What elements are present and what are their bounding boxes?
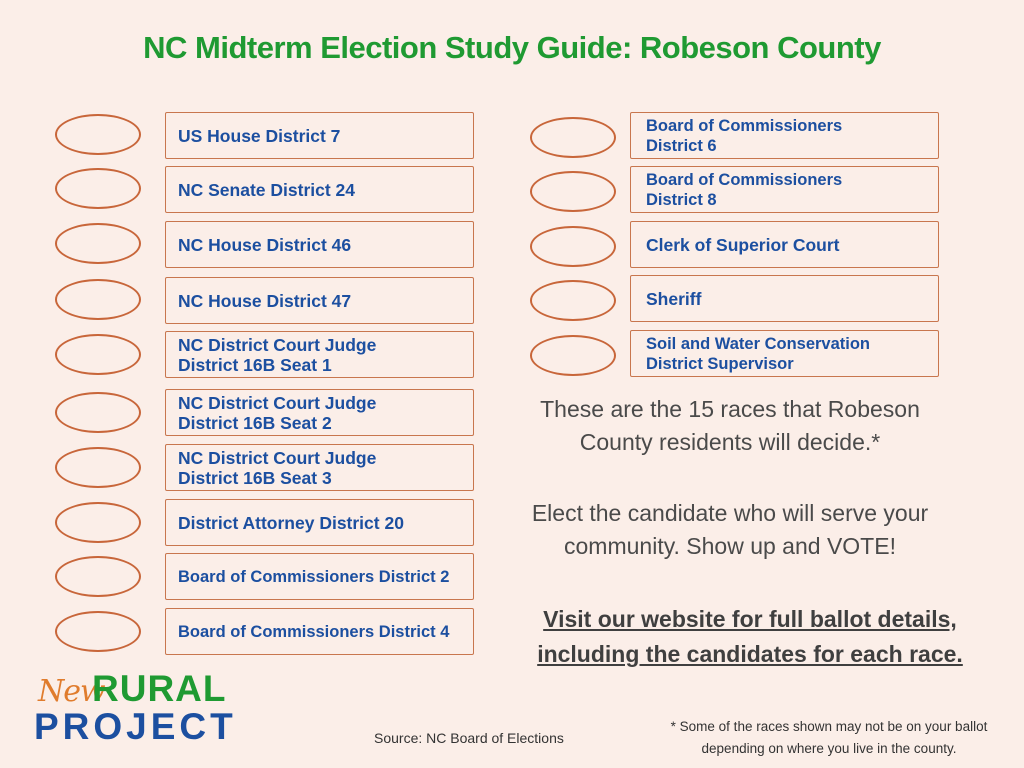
ballot-oval[interactable] bbox=[530, 117, 616, 158]
ballot-oval[interactable] bbox=[55, 223, 141, 264]
ballot-oval[interactable] bbox=[530, 335, 616, 376]
page-title: NC Midterm Election Study Guide: Robeson County bbox=[143, 30, 881, 65]
race-label: Board of Commissioners District 2 bbox=[178, 567, 450, 586]
race-label: District Attorney District 20 bbox=[178, 512, 404, 533]
ballot-oval[interactable] bbox=[530, 280, 616, 321]
race-label: NC District Court Judge District 16B Seat 1 bbox=[178, 334, 377, 375]
race-label: NC District Court Judge District 16B Seat 3 bbox=[178, 447, 377, 488]
race-label: NC Senate District 24 bbox=[178, 179, 356, 200]
ballot-oval[interactable] bbox=[530, 171, 616, 212]
ballot-oval[interactable] bbox=[55, 447, 141, 488]
ballot-oval[interactable] bbox=[55, 611, 141, 652]
ballot-oval[interactable] bbox=[55, 392, 141, 433]
source-credit: Source: NC Board of Elections bbox=[374, 730, 564, 746]
race-label: Board of Commissioners District 8 bbox=[646, 170, 843, 209]
race-box bbox=[630, 330, 939, 377]
race-label: Soil and Water Conservation District Supervisor bbox=[646, 334, 871, 373]
new-rural-project-logo bbox=[34, 668, 264, 752]
race-label: NC House District 47 bbox=[178, 290, 352, 311]
ballot-oval[interactable] bbox=[55, 168, 141, 209]
footnote: * Some of the races shown may not be on your ballot depending on where you live in the county. bbox=[670, 719, 988, 756]
race-box bbox=[630, 112, 939, 159]
race-box bbox=[630, 221, 939, 268]
ballot-oval[interactable] bbox=[55, 502, 141, 543]
race-box bbox=[165, 112, 474, 159]
race-box bbox=[630, 166, 939, 213]
ballot-oval[interactable] bbox=[55, 556, 141, 597]
race-label: NC District Court Judge District 16B Seat 2 bbox=[178, 392, 377, 433]
ballot-oval[interactable] bbox=[530, 226, 616, 267]
race-label: Sheriff bbox=[646, 288, 702, 309]
race-box bbox=[165, 166, 474, 213]
race-box bbox=[165, 221, 474, 268]
race-box bbox=[165, 608, 474, 655]
ballot-oval[interactable] bbox=[55, 334, 141, 375]
ballot-oval[interactable] bbox=[55, 279, 141, 320]
race-label: NC House District 46 bbox=[178, 234, 352, 255]
race-box bbox=[165, 444, 474, 491]
logo-rural-text: RURAL bbox=[92, 668, 227, 709]
race-box bbox=[165, 389, 474, 436]
race-box bbox=[165, 331, 474, 378]
logo-project-text: PROJECT bbox=[34, 706, 237, 747]
race-box bbox=[165, 553, 474, 600]
vote-message-text: Elect the candidate who will serve your community. Show up and VOTE! bbox=[531, 500, 929, 559]
race-box bbox=[630, 275, 939, 322]
race-label: Clerk of Superior Court bbox=[646, 234, 840, 255]
race-box bbox=[165, 499, 474, 546]
ballot-oval[interactable] bbox=[55, 114, 141, 155]
race-label: Board of Commissioners District 4 bbox=[178, 622, 450, 641]
race-box bbox=[165, 277, 474, 324]
race-label: US House District 7 bbox=[178, 125, 341, 146]
website-link[interactable]: Visit our website for full ballot details, including the candidates for each race. bbox=[537, 606, 963, 667]
races-count-text: These are the 15 races that Robeson County residents will decide.* bbox=[540, 396, 920, 455]
logo-new-text: New bbox=[38, 674, 105, 709]
race-label: Board of Commissioners District 6 bbox=[646, 116, 843, 155]
